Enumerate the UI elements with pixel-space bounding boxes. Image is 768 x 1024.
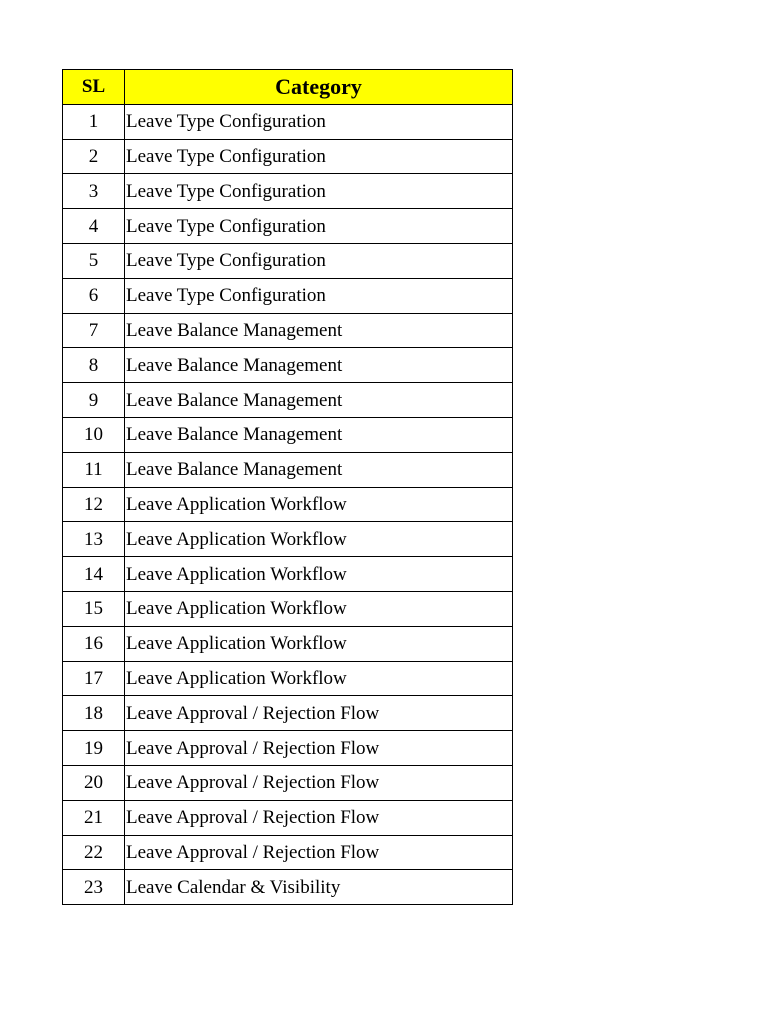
category-cell: Leave Application Workflow bbox=[125, 661, 513, 696]
sl-column-header: SL bbox=[63, 70, 125, 105]
sl-cell: 10 bbox=[63, 417, 125, 452]
table-row bbox=[63, 278, 513, 313]
category-cell: Leave Approval / Rejection Flow bbox=[125, 696, 513, 731]
sl-cell: 14 bbox=[63, 557, 125, 592]
sl-cell: 7 bbox=[63, 313, 125, 348]
table-row bbox=[63, 731, 513, 766]
category-cell: Leave Calendar & Visibility bbox=[125, 870, 513, 905]
category-cell: Leave Balance Management bbox=[125, 313, 513, 348]
sl-cell: 11 bbox=[63, 452, 125, 487]
table-row bbox=[63, 209, 513, 244]
sl-cell: 4 bbox=[63, 209, 125, 244]
category-cell: Leave Balance Management bbox=[125, 417, 513, 452]
category-cell: Leave Approval / Rejection Flow bbox=[125, 835, 513, 870]
category-cell: Leave Balance Management bbox=[125, 383, 513, 418]
table-row bbox=[63, 174, 513, 209]
table-row bbox=[63, 313, 513, 348]
category-cell: Leave Application Workflow bbox=[125, 557, 513, 592]
category-cell: Leave Balance Management bbox=[125, 452, 513, 487]
table-row bbox=[63, 139, 513, 174]
sl-cell: 12 bbox=[63, 487, 125, 522]
table-row bbox=[63, 487, 513, 522]
table-row bbox=[63, 765, 513, 800]
sl-cell: 18 bbox=[63, 696, 125, 731]
sl-cell: 9 bbox=[63, 383, 125, 418]
table-row bbox=[63, 452, 513, 487]
table-row bbox=[63, 626, 513, 661]
sl-cell: 2 bbox=[63, 139, 125, 174]
sl-cell: 21 bbox=[63, 800, 125, 835]
header-row bbox=[63, 70, 513, 105]
category-cell: Leave Type Configuration bbox=[125, 209, 513, 244]
table-row bbox=[63, 870, 513, 905]
sl-cell: 20 bbox=[63, 765, 125, 800]
table-row bbox=[63, 696, 513, 731]
table-row bbox=[63, 417, 513, 452]
sl-cell: 8 bbox=[63, 348, 125, 383]
category-cell: Leave Application Workflow bbox=[125, 626, 513, 661]
category-column-header: Category bbox=[125, 70, 513, 105]
sl-cell: 5 bbox=[63, 243, 125, 278]
sl-cell: 15 bbox=[63, 591, 125, 626]
category-cell: Leave Application Workflow bbox=[125, 522, 513, 557]
table-header bbox=[63, 70, 513, 105]
sl-cell: 17 bbox=[63, 661, 125, 696]
sl-cell: 23 bbox=[63, 870, 125, 905]
table-row bbox=[63, 661, 513, 696]
table-row bbox=[63, 104, 513, 139]
sl-cell: 22 bbox=[63, 835, 125, 870]
sl-cell: 19 bbox=[63, 731, 125, 766]
table-row bbox=[63, 557, 513, 592]
category-cell: Leave Approval / Rejection Flow bbox=[125, 731, 513, 766]
table-row bbox=[63, 522, 513, 557]
category-cell: Leave Type Configuration bbox=[125, 104, 513, 139]
category-cell: Leave Application Workflow bbox=[125, 487, 513, 522]
table-row bbox=[63, 835, 513, 870]
table-row bbox=[63, 383, 513, 418]
category-cell: Leave Approval / Rejection Flow bbox=[125, 765, 513, 800]
sl-cell: 6 bbox=[63, 278, 125, 313]
sl-cell: 1 bbox=[63, 104, 125, 139]
sl-cell: 16 bbox=[63, 626, 125, 661]
category-cell: Leave Application Workflow bbox=[125, 591, 513, 626]
table-row bbox=[63, 591, 513, 626]
category-cell: Leave Approval / Rejection Flow bbox=[125, 800, 513, 835]
table-row bbox=[63, 800, 513, 835]
category-cell: Leave Type Configuration bbox=[125, 243, 513, 278]
table-row bbox=[63, 243, 513, 278]
table-row bbox=[63, 348, 513, 383]
sl-cell: 3 bbox=[63, 174, 125, 209]
category-cell: Leave Type Configuration bbox=[125, 139, 513, 174]
sl-cell: 13 bbox=[63, 522, 125, 557]
category-cell: Leave Type Configuration bbox=[125, 174, 513, 209]
category-cell: Leave Type Configuration bbox=[125, 278, 513, 313]
category-table bbox=[62, 69, 513, 905]
category-cell: Leave Balance Management bbox=[125, 348, 513, 383]
table-body bbox=[63, 104, 513, 904]
